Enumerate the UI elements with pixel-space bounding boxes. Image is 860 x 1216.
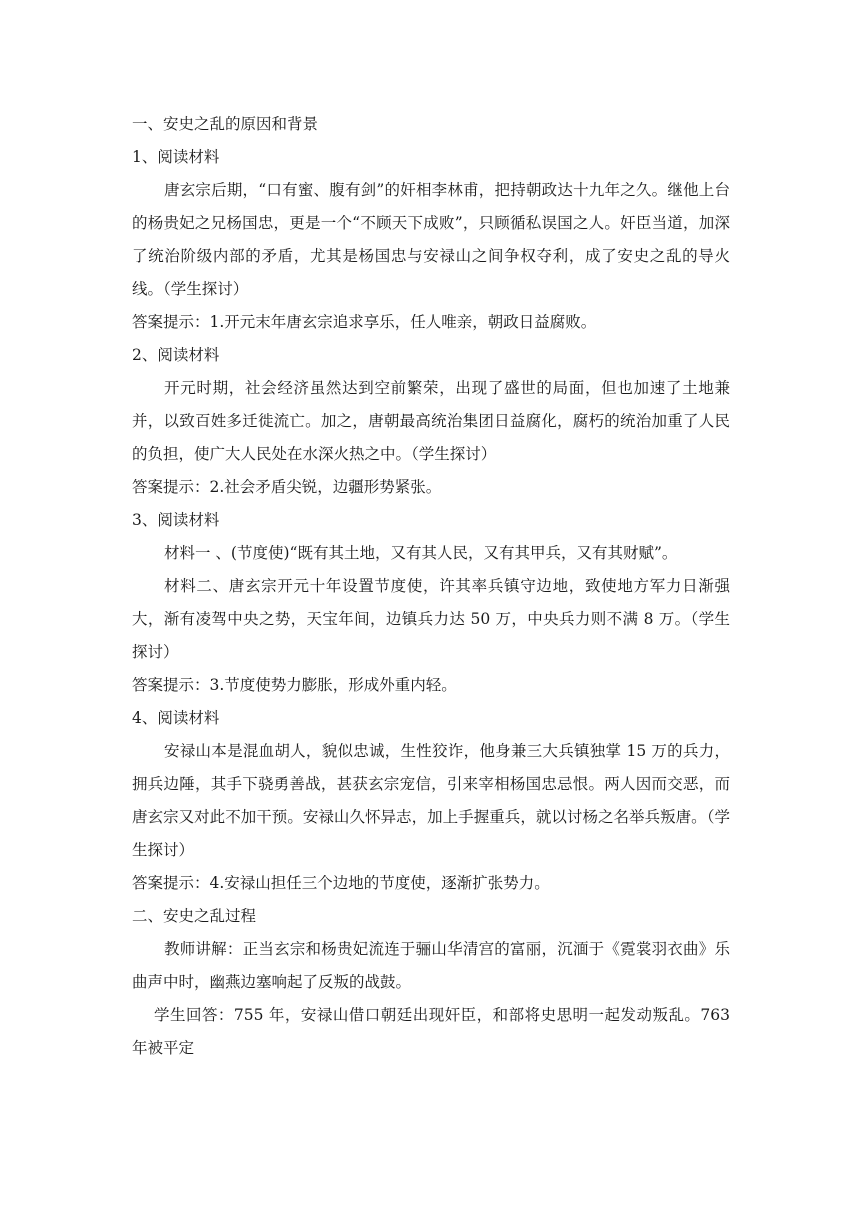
material-4-heading: 4、阅读材料: [132, 709, 220, 727]
student-answer: 学生回答：755 年，安禄山借口朝廷出现奸臣，和部将史思明一起发动叛乱。763 年被平定: [132, 1006, 730, 1057]
document-page: [132, 108, 730, 1065]
material-1-text: 唐玄宗后期，“口有蜜、腹有剑”的奸相李林甫，把持朝政达十九年之久。继他上台的杨贵妃之兄杨国忠，更是一个“不顾天下成败”，只顾循私误国之人。奸臣当道，加深了统治阶级内部的矛盾，尤其是杨国忠与安禄山之间争权夺利，成了安史之乱的导火线。（学生探讨）: [132, 181, 730, 298]
material-3-heading: 3、阅读材料: [132, 511, 220, 529]
material-4-text: 安禄山本是混血胡人，貌似忠诚，生性狡诈，他身兼三大兵镇独掌 15 万的兵力，拥兵边陲，其手下骁勇善战，甚获玄宗宠信，引来宰相杨国忠忌恨。两人因而交恶，而唐玄宗又对此不加干预。安禄山久怀异志，加上手握重兵，就以讨杨之名举兵叛唐。（学生探讨）: [132, 742, 730, 859]
material-4-answer: 答案提示：4.安禄山担任三个边地的节度使，逐渐扩张势力。: [132, 874, 550, 892]
material-3-text-2: 材料二、唐玄宗开元十年设置节度使，许其率兵镇守边地，致使地方军力日渐强大，渐有凌驾中央之势，天宝年间，边镇兵力达 50 万，中央兵力则不满 8 万。（学生探讨）: [132, 577, 730, 661]
material-2-answer: 答案提示：2.社会矛盾尖锐，边疆形势紧张。: [132, 478, 442, 496]
material-3-text-1: 材料一 、(节度使)“既有其土地，又有其人民，又有其甲兵，又有其财赋”。: [164, 544, 678, 562]
teacher-explanation: 教师讲解：正当玄宗和杨贵妃流连于骊山华清宫的富丽，沉湎于《霓裳羽衣曲》乐曲声中时，幽燕边塞响起了反叛的战鼓。: [132, 940, 730, 991]
material-2-heading: 2、阅读材料: [132, 346, 220, 364]
section-heading-causes: 一、安史之乱的原因和背景: [132, 115, 319, 133]
section-heading-process: 二、安史之乱过程: [132, 907, 257, 925]
material-3-answer: 答案提示：3.节度使势力膨胀，形成外重内轻。: [132, 676, 457, 694]
material-2-text: 开元时期，社会经济虽然达到空前繁荣，出现了盛世的局面，但也加速了土地兼并，以致百姓多迁徙流亡。加之，唐朝最高统治集团日益腐化，腐朽的统治加重了人民的负担，使广大人民处在水深火热之中。（学生探讨）: [132, 379, 730, 463]
material-1-heading: 1、阅读材料: [132, 148, 220, 166]
material-1-answer: 答案提示：1.开元末年唐玄宗追求享乐，任人唯亲，朝政日益腐败。: [132, 313, 597, 331]
